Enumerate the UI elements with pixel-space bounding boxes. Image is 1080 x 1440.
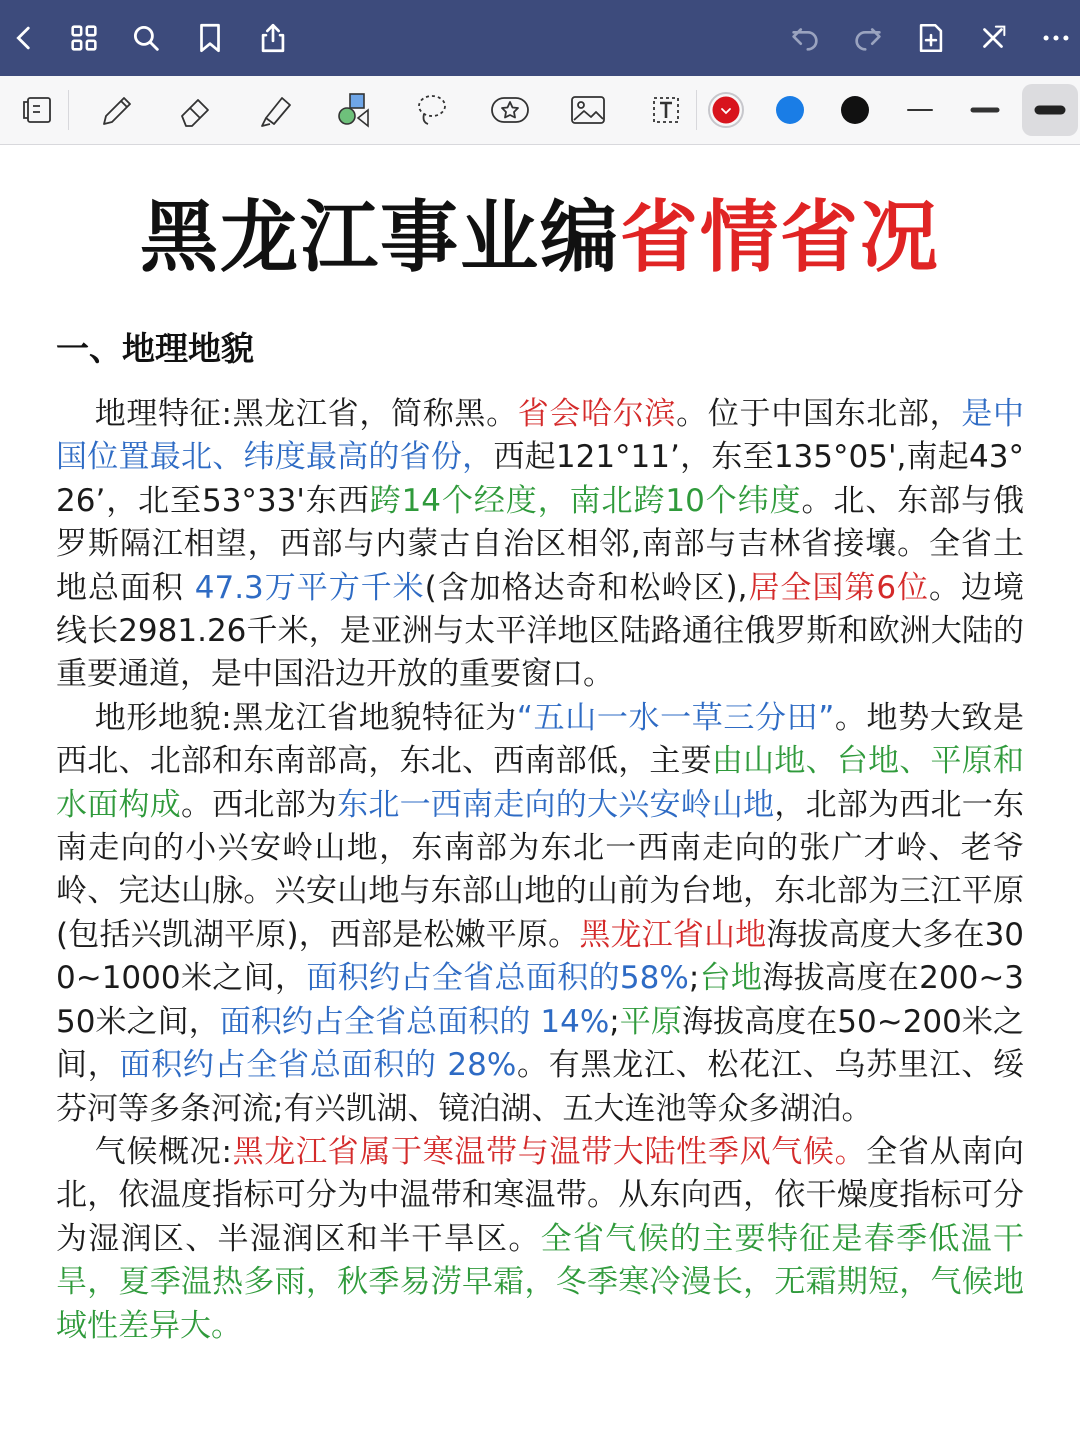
- highlight-green: 跨14个经度，南北跨10个纬度: [369, 482, 802, 519]
- text-run: 海拔高度在50~200米之间，: [56, 1003, 1024, 1084]
- stroke-thin[interactable]: [892, 84, 948, 136]
- highlight-red: 黑龙江省属于寒温带与温带大陆性季风气候。: [231, 1133, 867, 1170]
- search-icon[interactable]: [122, 14, 170, 62]
- document-body: [56, 393, 1024, 1348]
- text-run: 地形地貌:黑龙江省地貌特征为: [94, 699, 517, 736]
- text-run: 海拔高度大多在300~1000米之间，: [56, 916, 1025, 997]
- paragraph-climate: [56, 1131, 1024, 1348]
- pen-icon[interactable]: [88, 84, 144, 136]
- text-run: 海拔高度在200~350米之间，: [56, 960, 1025, 1040]
- drawing-toolbar: [0, 76, 1080, 145]
- sticker-icon[interactable]: [482, 84, 538, 136]
- highlight-red: 黑龙江省山地: [579, 916, 767, 953]
- stroke-medium[interactable]: [957, 84, 1013, 136]
- paragraph-geography: [56, 393, 1024, 697]
- highlight-blue: 面积约占全省总面积的 28%: [119, 1047, 517, 1084]
- text-box-icon[interactable]: [638, 84, 694, 136]
- highlight-green: 由山地、台地、平原和水面构成: [56, 743, 1025, 823]
- text-run: 西起121°11’，东至135°05',南起43°26’，北至53°33'东西: [56, 439, 1024, 519]
- redo-icon[interactable]: [844, 14, 892, 62]
- text-run: 。西北部为: [180, 786, 338, 823]
- highlight-red: 省会哈尔滨: [517, 396, 677, 432]
- highlight-blue: 面积约占全省总面积的58%: [306, 960, 689, 997]
- text-run: 。边境线长2981.26千米，是亚洲与太平洋地区陆路通往俄罗斯和欧洲大陆的重要通道，是中国沿边开放的重要窗口。: [56, 569, 1025, 693]
- add-page-icon[interactable]: [907, 14, 955, 62]
- text-run: 气候概况:: [94, 1133, 232, 1170]
- bookmark-icon[interactable]: [186, 14, 234, 62]
- paragraph-landform: [56, 697, 1024, 1131]
- undo-icon[interactable]: [781, 14, 829, 62]
- color-blue[interactable]: [762, 84, 818, 136]
- stroke-thick-selected[interactable]: [1022, 84, 1078, 136]
- page-title: [0, 175, 1080, 287]
- text-run: 。北、东部与俄罗斯隔江相望，西部与内蒙古自治区相邻,南部与吉林省接壤。全省土地总面积: [56, 482, 1025, 606]
- highlight-blue: 面积约占全省总面积的 14%: [219, 1003, 610, 1040]
- text-run: ;: [688, 960, 700, 997]
- image-icon[interactable]: [560, 84, 616, 136]
- highlighter-icon[interactable]: [248, 84, 304, 136]
- lasso-icon[interactable]: [404, 84, 460, 136]
- share-icon[interactable]: [249, 14, 297, 62]
- top-navigation-bar: [0, 0, 1080, 76]
- text-run: ，北部为西北一东南走向的小兴安岭山地，东南部为东北一西南走向的张广才岭、老爷岭、完达山脉。兴安山地与东部山地的山前为台地，东北部为三江平原(包括兴凯湖平原)，西部是松嫩平原。: [56, 786, 1025, 953]
- text-run: 全省从南向北，依温度指标可分为中温带和寒温带。从东向西，依干燥度指标可分为湿润区、半湿润区和半干旱区。: [56, 1133, 1025, 1257]
- more-icon[interactable]: [1032, 14, 1080, 62]
- text-run: 地理特征:黑龙江省，简称黑。: [94, 396, 518, 432]
- title-red-part: 省情省况: [620, 193, 941, 283]
- close-pen-icon[interactable]: [969, 14, 1017, 62]
- page-layout-icon[interactable]: [10, 84, 66, 136]
- text-run: 。位于中国东北部，: [676, 396, 962, 432]
- highlight-blue: 东北一西南走向的大兴安岭山地: [337, 786, 775, 823]
- grid-icon[interactable]: [60, 14, 108, 62]
- highlight-green: 全省气候的主要特征是春季低温干旱，夏季温热多雨，秋季易涝早霜，冬季寒冷漫长，无霜期短，气候地域性差异大。: [56, 1220, 1024, 1344]
- text-run: 。有黑龙江、松花江、乌苏里江、绥芬河等多条河流;有兴凯湖、镜泊湖、五大连池等众多湖泊。: [56, 1047, 1024, 1127]
- section-heading: 一、地理地貌: [56, 329, 254, 368]
- highlight-blue: 是中国位置最北、纬度最高的省份，: [56, 396, 1025, 476]
- highlight-green: 平原: [619, 1003, 682, 1040]
- text-run: ;: [609, 1003, 620, 1040]
- text-run: 。地势大致是西北、北部和东南部高，东北、西南部低，主要: [56, 699, 1024, 780]
- color-black[interactable]: [827, 84, 883, 136]
- highlight-blue: 47.3万平方千米: [194, 569, 425, 606]
- document-page: [0, 145, 1080, 1440]
- highlight-blue: “五山一水一草三分田”: [516, 699, 835, 736]
- highlight-red: 居全国第6位: [747, 569, 930, 606]
- eraser-icon[interactable]: [168, 84, 224, 136]
- chevron-left-icon[interactable]: [0, 14, 48, 62]
- shapes-icon[interactable]: [326, 84, 382, 136]
- title-black-part: 黑龙江事业编: [139, 193, 620, 283]
- color-red-selected[interactable]: [698, 84, 754, 136]
- text-run: (含加格达奇和松岭区),: [424, 569, 748, 606]
- highlight-green: 台地: [699, 960, 763, 997]
